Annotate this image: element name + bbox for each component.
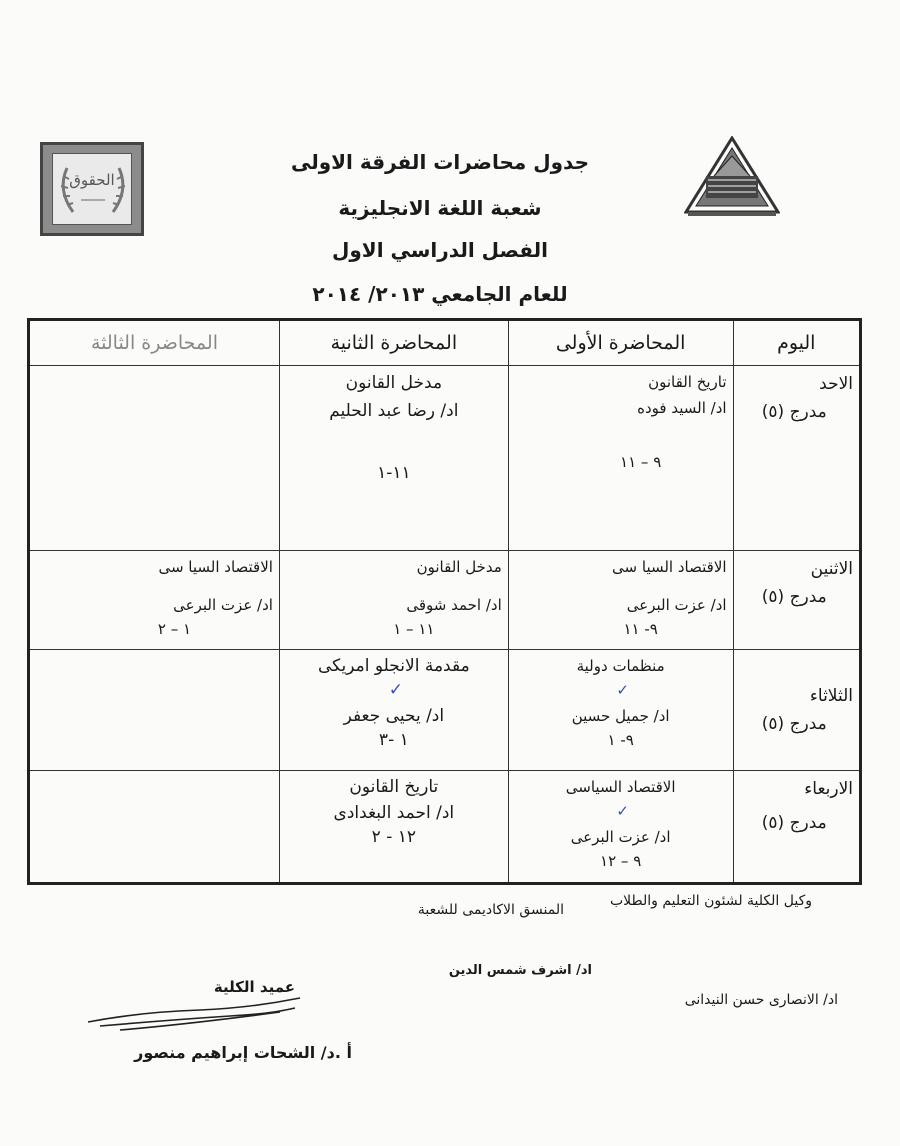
coordinator-name: اد/ اشرف شمس الدين xyxy=(448,963,592,978)
table-header-row xyxy=(29,320,861,366)
course-name: مقدمة الانجلو امريكى xyxy=(317,656,470,677)
professor-name: اد/ رضا عبد الحليم xyxy=(329,401,459,422)
lecture-time: ٩- ١ xyxy=(607,731,634,750)
lecture-time: ١ -٣ xyxy=(378,730,409,751)
lecture-time: ١٢ - ٢ xyxy=(371,826,417,847)
professor-name: اد/ عزت البرعى xyxy=(173,595,273,614)
lecture-cell xyxy=(508,366,733,551)
course-name: الاقتصاد السياسى xyxy=(565,777,676,796)
lecture-cell xyxy=(508,550,733,650)
course-name: تاريخ القانون xyxy=(648,373,727,392)
course-name: الاقتصاد السيا سى xyxy=(158,557,273,576)
academic-year-title: للعام الجامعي ٢٠١٣/ ٢٠١٤ xyxy=(312,282,568,306)
day-cell xyxy=(733,650,860,771)
lecture-time: ٩- ١١ xyxy=(623,619,658,638)
lecture-time: ١ – ٢ xyxy=(157,619,192,638)
day-name: الاربعاء xyxy=(804,778,853,799)
schedule-title: جدول محاضرات الفرقة الاولى xyxy=(290,150,590,174)
lecture-time: ١١ – ١ xyxy=(393,619,435,638)
day-name: الاحد xyxy=(819,374,853,395)
header-lecture-2: المحاضرة الثانية xyxy=(279,320,508,366)
header-day: اليوم xyxy=(733,320,860,366)
dean-title: عميد الكلية xyxy=(213,978,295,996)
coordinator-title: المنسق الاكاديمى للشعبة xyxy=(417,902,564,918)
header-lecture-1: المحاضرة الأولى xyxy=(508,320,733,366)
hall-name: مدرج (٥) xyxy=(761,586,827,607)
course-name: منظمات دولية xyxy=(576,657,665,676)
table-row xyxy=(29,366,861,551)
logo-text: الحقوق xyxy=(69,171,115,189)
course-name: الاقتصاد السيا سى xyxy=(612,557,727,576)
hall-name: مدرج (٥) xyxy=(761,714,827,735)
lecture-cell-empty xyxy=(29,366,280,551)
day-cell xyxy=(733,366,860,551)
course-name: مدخل القانون xyxy=(416,557,502,576)
day-cell xyxy=(733,770,860,883)
table-row xyxy=(29,550,861,650)
lecture-schedule-table xyxy=(27,318,862,885)
table-row xyxy=(29,770,861,883)
check-mark-icon: ✓ xyxy=(616,801,629,820)
lecture-cell xyxy=(508,770,733,883)
professor-name: اد/ جميل حسين xyxy=(571,707,670,726)
professor-name: اد/ احمد البغدادى xyxy=(333,802,455,823)
table-row xyxy=(29,650,861,771)
vice-dean-name: اد/ الانصارى حسن النيدانى xyxy=(684,992,838,1008)
dean-signature xyxy=(80,990,310,1040)
vice-dean-title: وكيل الكلية لشئون التعليم والطلاب xyxy=(609,893,812,909)
hall-name: مدرج (٥) xyxy=(761,402,827,423)
check-mark-icon: ✓ xyxy=(388,680,403,701)
course-name: تاريخ القانون xyxy=(349,776,439,797)
day-name: الثلاثاء xyxy=(809,686,853,707)
day-cell xyxy=(733,550,860,650)
professor-name: اد/ عزت البرعى xyxy=(626,595,727,614)
lecture-time: ٩ – ١٢ xyxy=(600,851,642,870)
header-lecture-3: المحاضرة الثالثة xyxy=(29,320,280,366)
hall-name: مدرج (٥) xyxy=(761,812,827,833)
lecture-cell-empty xyxy=(29,650,280,771)
professor-name: اد/ عزت البرعى xyxy=(570,827,671,846)
professor-name: اد/ يحيى جعفر xyxy=(343,706,445,727)
professor-name: اد/ السيد فوده xyxy=(637,399,727,418)
lecture-cell-empty xyxy=(29,770,280,883)
course-name: مدخل القانون xyxy=(345,373,443,394)
lecture-cell xyxy=(279,366,508,551)
lecture-time: ١١-١ xyxy=(377,463,411,484)
professor-name: اد/ احمد شوقى xyxy=(406,595,502,614)
semester-title: الفصل الدراسي الاول xyxy=(332,238,548,262)
lecture-cell xyxy=(279,650,508,771)
university-logo xyxy=(684,136,780,218)
lecture-cell xyxy=(279,770,508,883)
lecture-cell xyxy=(508,650,733,771)
lecture-cell xyxy=(29,550,280,650)
check-mark-icon: ✓ xyxy=(616,681,629,700)
faculty-logo xyxy=(40,142,144,236)
division-title: شعبة اللغة الانجليزية xyxy=(338,196,542,220)
dean-name: أ .د/ الشحات إبراهيم منصور xyxy=(134,1043,352,1062)
lecture-time: ٩ – ١١ xyxy=(620,453,662,472)
lecture-cell xyxy=(279,550,508,650)
day-name: الاثنين xyxy=(810,558,853,579)
